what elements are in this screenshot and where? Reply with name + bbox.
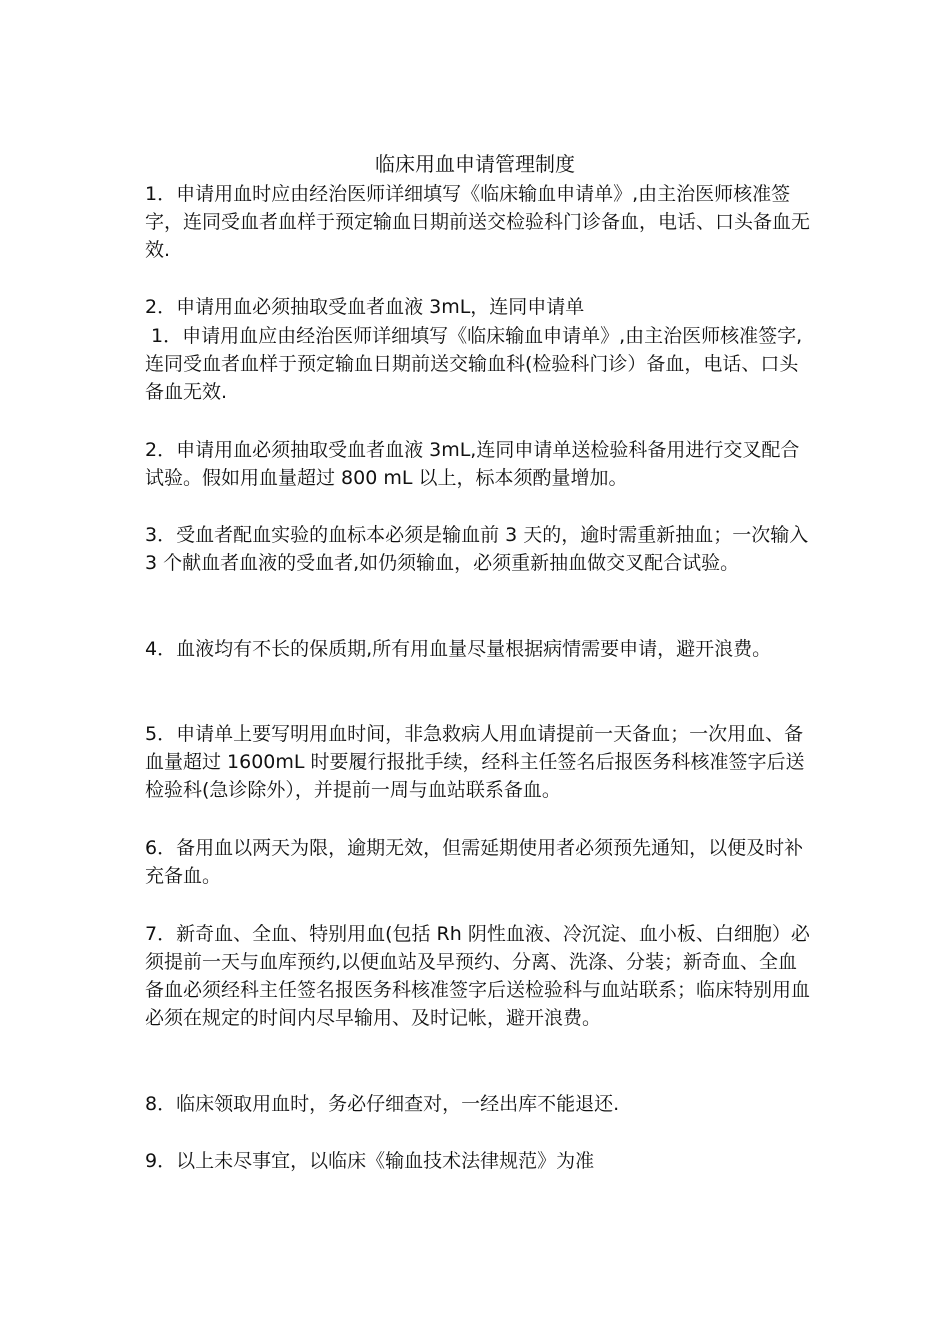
paragraph-5: 3．受血者配血实验的血标本必须是输血前 3 天的，逾时需重新抽血；一次输入 3 个献血者血液的受血者,如仍须输血，必须重新抽血做交叉配合试验。 bbox=[145, 524, 815, 574]
paragraph-7: 5．申请单上要写明用血时间，非急救病人用血请提前一天备血；一次用血、备血量超过 1600mL 时要履行报批手续，经科主任签名后报医务科核准签字后送检验科(急诊除外），并提前一周与血站联系备血。 bbox=[145, 723, 805, 801]
paragraph-2: 2．申请用血必须抽取受血者血液 3mL，连同申请单 bbox=[145, 296, 585, 318]
paragraph-6: 4．血液均有不长的保质期,所有用血量尽量根据病情需要申请，避开浪费。 bbox=[145, 638, 772, 660]
paragraph-11: 9．以上未尽事宜，以临床《输血技术法律规范》为准 bbox=[145, 1150, 595, 1172]
paragraph-10: 8．临床领取用血时，务必仔细查对，一经出库不能退还. bbox=[145, 1093, 620, 1115]
paragraph-9: 7．新奇血、全血、特别用血(包括 Rh 阴性血液、冷沉淀、血小板、白细胞）必须提前一天与血库预约,以便血站及早预约、分离、洗涤、分装；新奇血、全血备血必须经科主任签名报医务科核准签字后送检验科与血站联系；临床特别用血必须在规定的时间内尽早输用、及时记帐，避开浪费。 bbox=[145, 923, 811, 1029]
paragraph-1: 1．申请用血时应由经治医师详细填写《临床输血申请单》,由主治医师核准签字，连同受血者血样于预定输血日期前送交检验科门诊备血，电话、口头备血无效. bbox=[145, 183, 811, 261]
paragraph-4: 2．申请用血必须抽取受血者血液 3mL,连同申请单送检验科备用进行交叉配合试验。假如用血量超过 800 mL 以上，标本须酌量增加。 bbox=[145, 439, 800, 489]
document-title: 临床用血申请管理制度 bbox=[375, 152, 575, 176]
paragraph-3: 1．申请用血应由经治医师详细填写《临床输血申请单》,由主治医师核准签字,连同受血者血样于预定输血日期前送交输血科(检验科门诊）备血，电话、口头备血无效. bbox=[145, 325, 803, 403]
paragraph-8: 6．备用血以两天为限，逾期无效，但需延期使用者必须预先通知，以便及时补充备血。 bbox=[145, 837, 804, 887]
